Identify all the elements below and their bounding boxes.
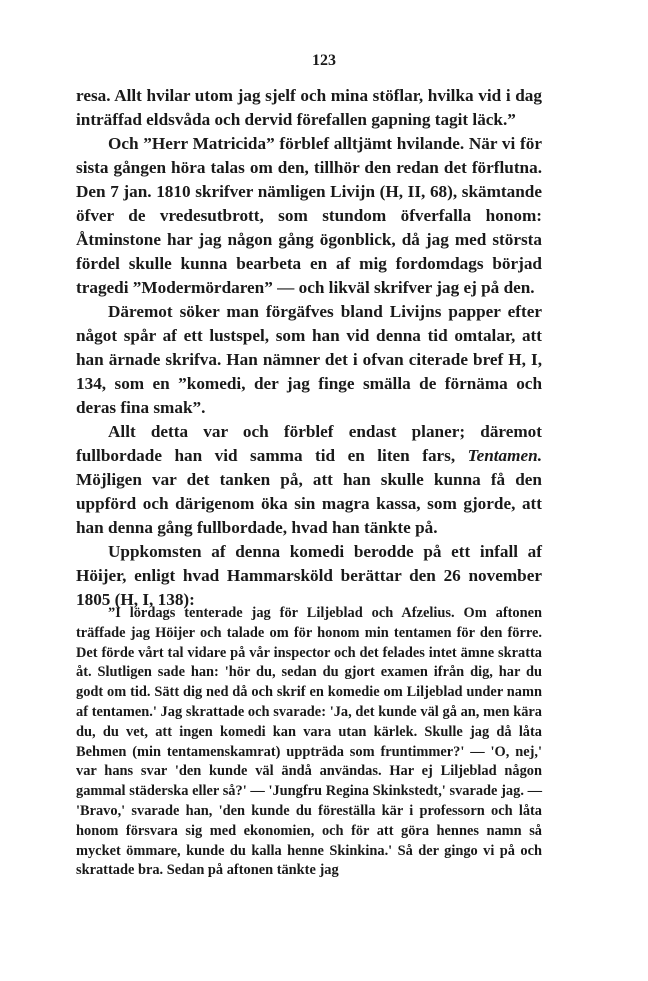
paragraph-text: Däremot söker man förgäfves bland Livijns papper efter något spår af ett lustspel, som han vid denna tid omtalar, att han ärnade skrifva. Han nämner det i ofvan citerade bref H, I, 134, som en ”komedi, der jag finge smälla de förnäma och deras fina smak”.: [76, 302, 542, 417]
block-quote: [76, 604, 542, 881]
paragraph-text: Och ”Herr Matricida” förblef alltjämt hvilande. När vi för sista gången höra talas om den, tillhör den redan det förflutna. Den 7 jan. 1810 skrifver nämligen Livijn (H, II, 68), skämtande öfver de vredesutbrott, som stundom öfverfalla honom: Åtminstone har jag någon gång ögonblick, då jag med största fördel skulle kunna bearbeta en af mig fordomdags börjad tragedi ”Modermördaren” — och likväl skrifver jag ej på den.: [76, 134, 542, 297]
paragraph-4: [76, 420, 542, 540]
paragraph-text: Möjligen var det tanken på, att han skulle kunna få den uppförd och därigenom öka sin magra kassa, som gjorde, att han denna gång fullbordade, hvad han tänkte på.: [76, 470, 542, 537]
paragraph-text: resa. Allt hvilar utom jag sjelf och mina stöflar, hvilka vid i dag inträffad eldsvåda och dervid förefallen gapning tagit läck.”: [76, 86, 542, 129]
paragraph-3: [76, 300, 542, 420]
work-title-tentamen: Tentamen.: [467, 446, 542, 465]
paragraph-text: Allt detta var och förblef endast planer; däremot fullbordade han vid samma tid en liten fars,: [76, 422, 542, 465]
page-number: 123: [312, 52, 336, 69]
paragraph-5: [76, 540, 542, 612]
quote-paragraph: [76, 604, 542, 881]
paragraph-text: Uppkomsten af denna komedi berodde på ett infall af Höijer, enligt hvad Hammarsköld berättar den 26 november 1805 (H, I, 138):: [76, 542, 542, 609]
paragraph-2: [76, 132, 542, 300]
quote-text: ”I lördags tenterade jag för Liljeblad och Afzelius. Om aftonen träffade jag Höijer och talade om för honom min tentamen för den förre. Det förde vårt tal vidare på vår inspector och det felades intet ämne skratta åt. Slutligen sade han: 'hör du, sedan du gjort examen ifrån dig, har du godt om tid. Sätt dig ned då och skrif en komedie om Liljeblad under namn af tentamen.' Jag skrattade och svarade: 'Ja, det kunde väl gå an, men kära du, du vet, att ingen komedi kan vara utan kärlek. Skulle jag då låta Behmen (min tentamenskamrat) uppträda som fruntimmer?' — 'O, nej,' var hans svar 'den kunde väl ändå användas. Har ej Liljeblad någon gammal städerska eller så?' — 'Jungfru Regina Skinkstedt,' svarade jag. — 'Bravo,' svarade han, 'den kunde du föreställa kär i professorn och låta honom försvara sig med ekonomien, och för att göra hennes namn så mycket ömmare, kunde du kalla henne Skinkina.' Så der gingo vi på och skrattade bra. Sedan på aftonen tänkte jag: [76, 605, 542, 879]
main-text: [76, 84, 542, 612]
paragraph-1: [76, 84, 542, 132]
